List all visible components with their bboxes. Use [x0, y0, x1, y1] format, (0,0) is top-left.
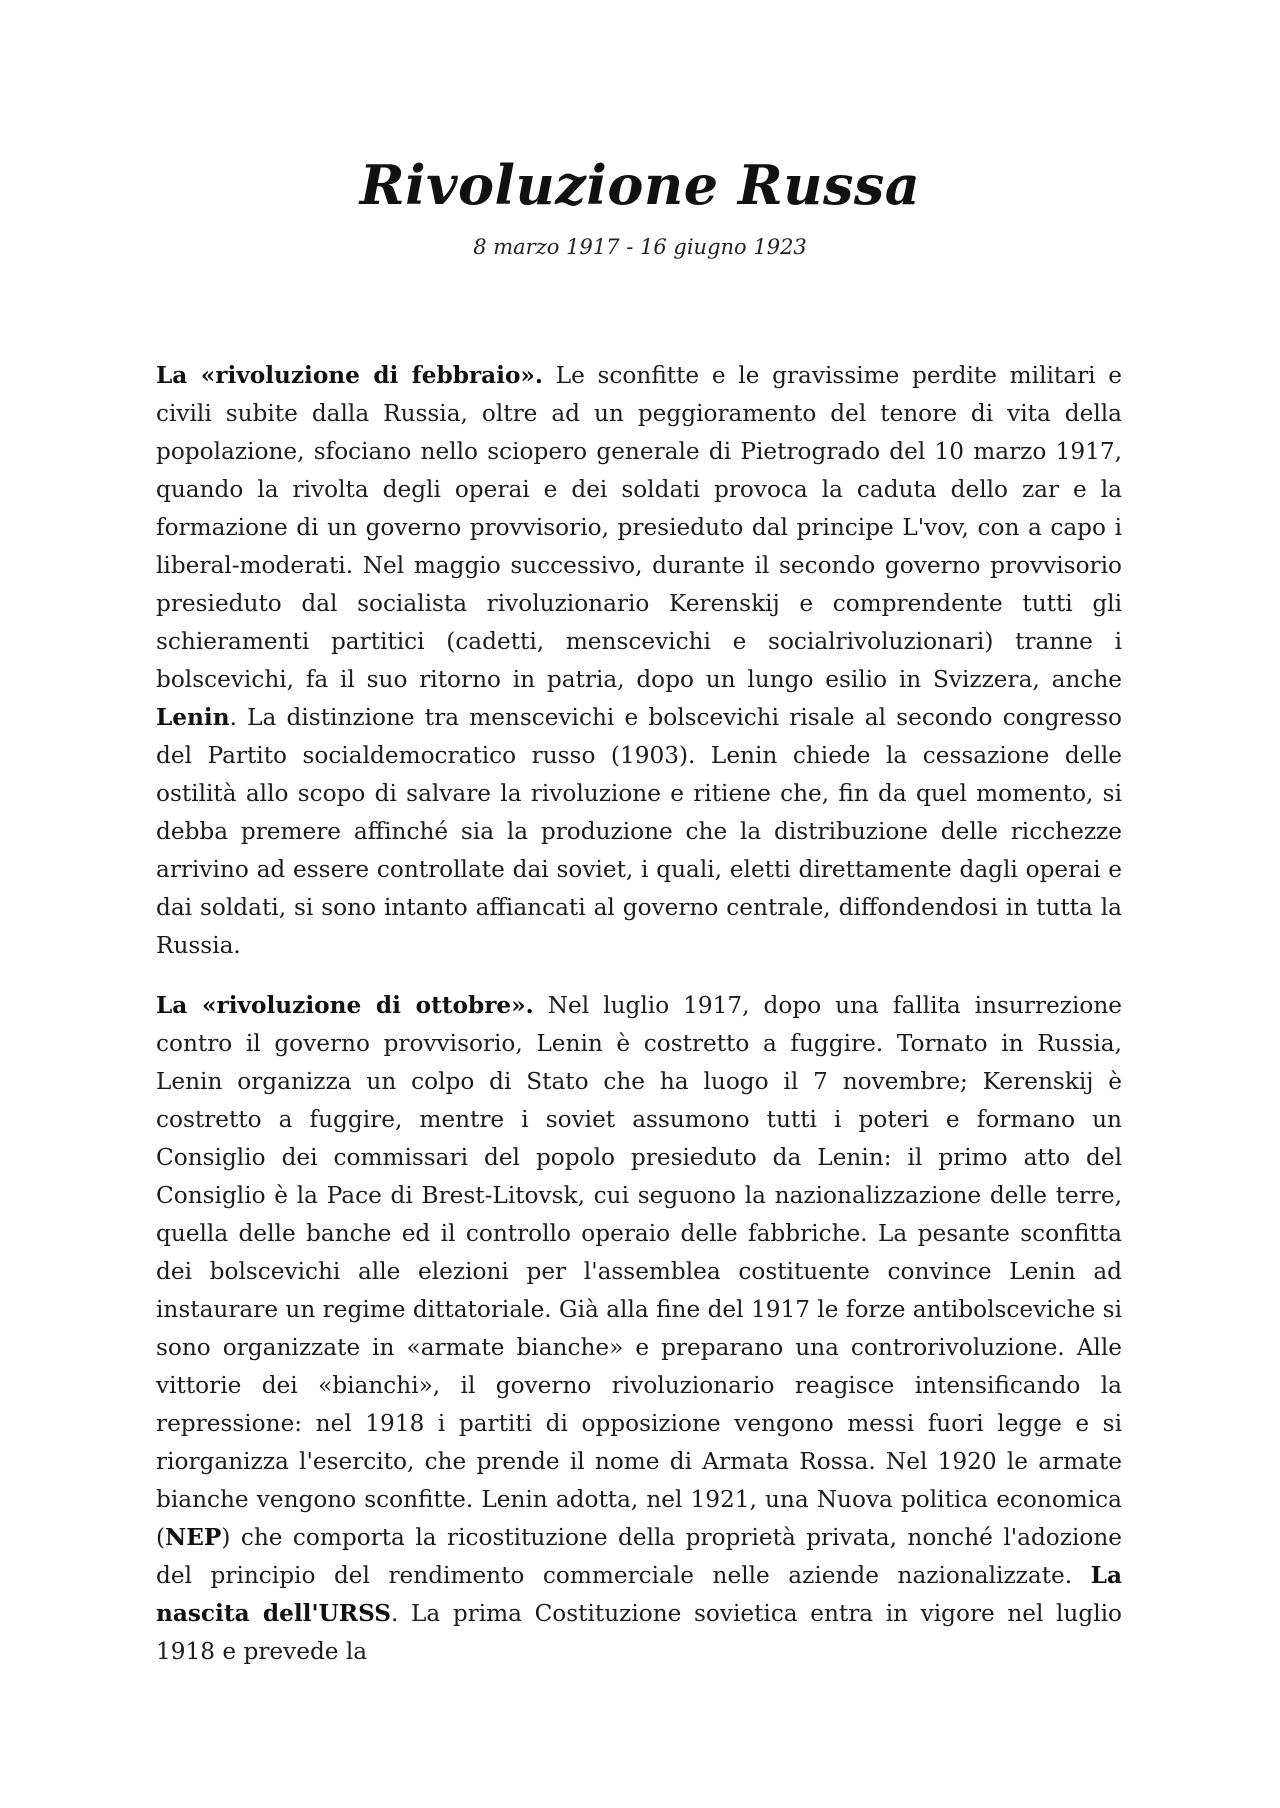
date-range: 8 marzo 1917 - 16 giugno 1923 — [473, 235, 807, 259]
paragraph-text: Le sconfitte e le gravissime perdite militari e civili subite dalla Russia, oltre ad un peggioramento del tenore di vita della popolazione, sfociano nello sciopero generale di Pietrogrado del 10 marzo 1917, quando la rivolta degli operai e dei soldati provoca la caduta dello zar e la formazione di un governo provvisorio, presieduto dal principe L'vov, con a capo i liberal-moderati. Nel maggio successivo, durante il secondo governo provvisorio presieduto dal socialista rivoluzionario Kerenskij e comprendente tutti gli schieramenti partitici (cadetti, menscevichi e socialrivoluzionari) tranne i bolscevichi, fa il suo ritorno in patria, dopo un lungo esilio in Svizzera, anche — [156, 362, 1122, 693]
paragraph-text: . La prima Costituzione sovietica entra in vigore nel luglio 1918 e prevede la — [156, 1600, 1122, 1665]
emphasis-lenin: Lenin — [156, 704, 230, 731]
paragraph-text: ) che comporta la ricostituzione della proprietà privata, nonché l'adozione del principio del rendimento commerciale nelle aziende nazionalizzate. — [156, 1524, 1122, 1589]
section-heading-october: La «rivoluzione di ottobre». — [156, 992, 534, 1019]
emphasis-nep: NEP — [165, 1524, 222, 1551]
section-heading-urss: La nascita dell'URSS — [156, 1562, 1122, 1627]
section-heading-february: La «rivoluzione di febbraio». — [156, 362, 543, 389]
paragraph-february-revolution — [156, 357, 1122, 965]
page-title: Rivoluzione Russa — [359, 153, 921, 217]
paragraph-text: . La distinzione tra menscevichi e bolscevichi risale al secondo congresso del Partito socialdemocratico russo (1903). Lenin chiede la cessazione delle ostilità allo scopo di salvare la rivoluzione e ritiene che, fin da quel momento, si debba premere affinché sia la produzione che la distribuzione delle ricchezze arrivino ad essere controllate dai soviet, i quali, eletti direttamente dagli operai e dai soldati, si sono intanto affiancati al governo centrale, diffondendosi in tutta la Russia. — [156, 704, 1122, 959]
document-body — [156, 357, 1122, 1693]
paragraph-october-revolution — [156, 987, 1122, 1671]
paragraph-text: Nel luglio 1917, dopo una fallita insurrezione contro il governo provvisorio, Lenin è costretto a fuggire. Tornato in Russia, Lenin organizza un colpo di Stato che ha luogo il 7 novembre; Kerenskij è costretto a fuggire, mentre i soviet assumono tutti i poteri e formano un Consiglio dei commissari del popolo presieduto da Lenin: il primo atto del Consiglio è la Pace di Brest-Litovsk, cui seguono la nazionalizzazione delle terre, quella delle banche ed il controllo operaio delle fabbriche. La pesante sconfitta dei bolscevichi alle elezioni per l'assemblea costituente convince Lenin ad instaurare un regime dittatoriale. Già alla fine del 1917 le forze antibolsceviche si sono organizzate in «armate bianche» e preparano una controrivoluzione. Alle vittorie dei «bianchi», il governo rivoluzionario reagisce intensificando la repressione: nel 1918 i partiti di opposizione vengono messi fuori legge e si riorganizza l'esercito, che prende il nome di Armata Rossa. Nel 1920 le armate bianche vengono sconfitte. Lenin adotta, nel 1921, una Nuova politica economica ( — [156, 992, 1122, 1551]
